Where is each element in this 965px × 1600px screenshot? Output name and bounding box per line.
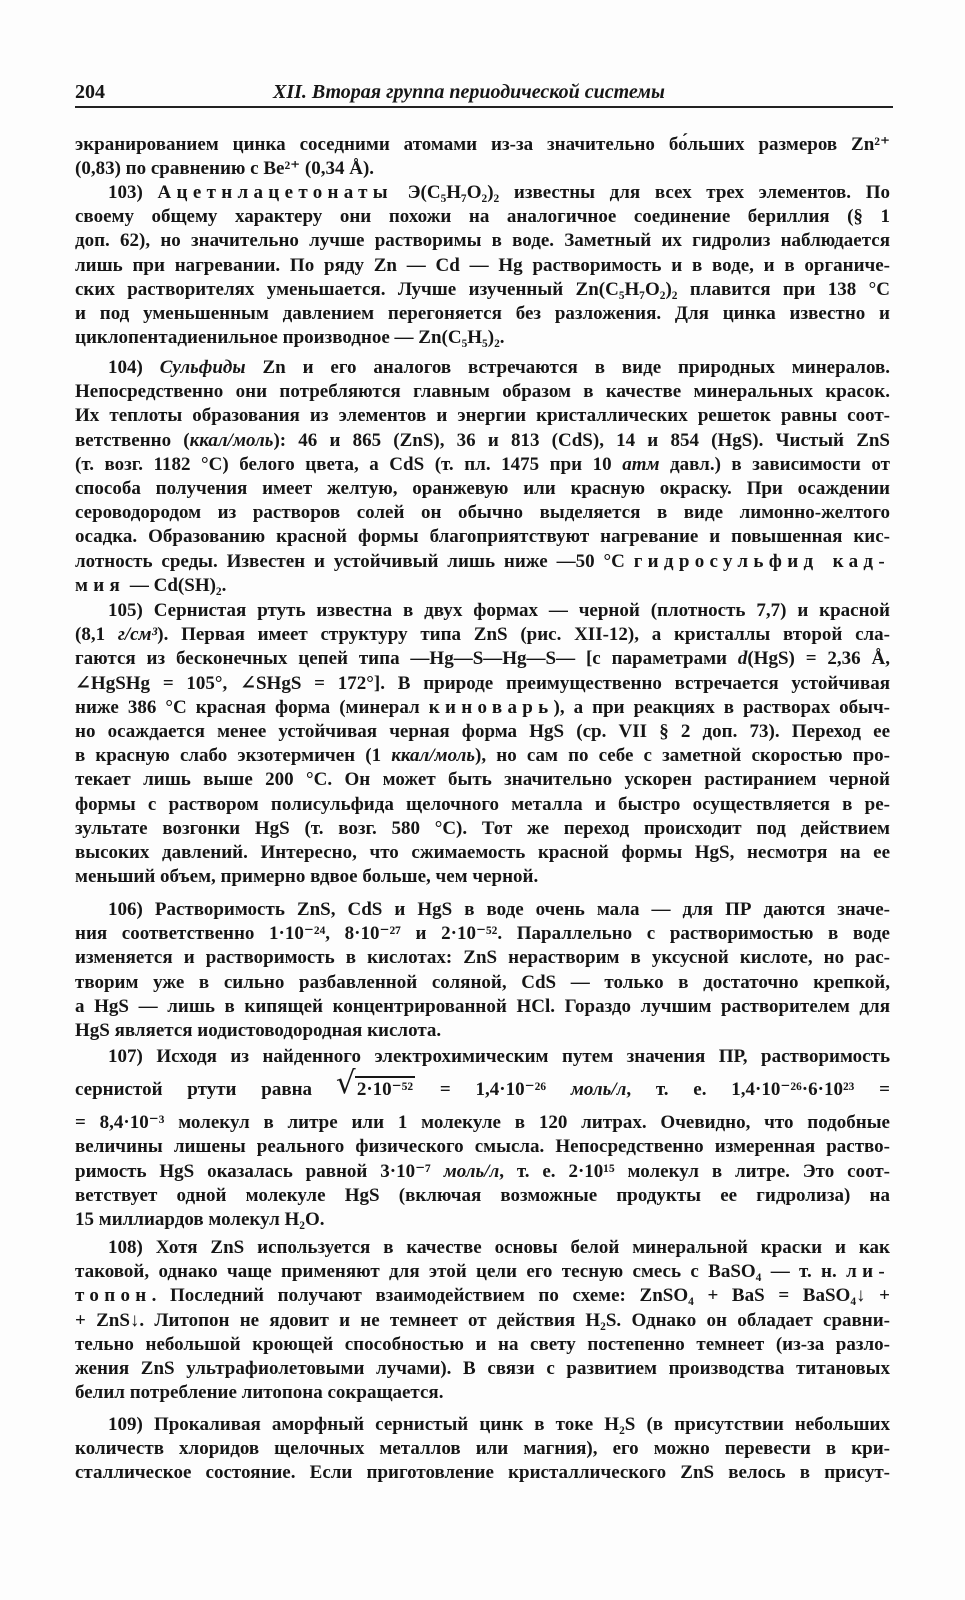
text-line: высоких давлений. Интересно, что сжимаемость красной формы HgS, несмотря на ее xyxy=(75,841,890,863)
paragraph xyxy=(75,1413,890,1486)
text-line xyxy=(75,1284,890,1308)
italic-text: атм xyxy=(622,453,660,475)
text-line xyxy=(75,1069,890,1111)
text-segment: в красную слабо экзотермичен (1 xyxy=(75,745,392,767)
text-segment: гаются из бесконечных цепей типа —Hg—S—Hg—S— [с параметрами xyxy=(75,648,738,670)
text-line xyxy=(75,623,890,647)
text-line: зультате возгонки HgS (т. возг. 580 °C). Тот же переход происходит под действием xyxy=(75,817,890,839)
text-line: способа получения имеет желтую, оранжевую или красную окраску. При осаждении xyxy=(75,477,890,499)
text-segment: сернистой ртути равна xyxy=(75,1079,337,1101)
text-line xyxy=(75,550,890,574)
text-line: сероводородом из растворов солей он обычно выделяется в виде лимонно-желтого xyxy=(75,502,890,524)
text-segment: лотность среды. Известен и устойчивый лишь ниже —50 °C xyxy=(75,550,634,572)
text-line: жения ZnS ультрафиолетовыми лучами). В связи с развитием производства титановых xyxy=(75,1357,890,1379)
text-segment: таковой, однако чаще применяют для этой цели его тесную смесь с BaSO₄ — т. н. xyxy=(75,1261,847,1283)
text-line xyxy=(75,181,890,205)
text-line xyxy=(75,696,890,720)
text-segment: (8,1 xyxy=(75,624,118,646)
text-segment: = 1,4·10⁻²⁶ xyxy=(415,1079,571,1101)
italic-text: Сульфиды xyxy=(159,357,246,378)
text-line: 105) Сернистая ртуть известна в двух формах — черной (плотность 7,7) и красной xyxy=(108,600,890,621)
text-segment: ветственно ( xyxy=(75,429,190,451)
text-line: Их теплоты образования из элементов и энергии кристаллических решеток равны соот- xyxy=(75,405,890,427)
text-line xyxy=(75,1160,890,1184)
text-line: а HgS — лишь в кипящей концентрированной HCl. Гораздо лучшим растворителем для xyxy=(75,995,890,1017)
text-line: творим уже в сильно разбавленной соляной, CdS — только в достаточно крепкой, xyxy=(75,971,890,993)
text-line: ния соответственно 1·10⁻²⁴, 8·10⁻²⁷ и 2·10⁻⁵². Параллельно с растворимостью в воде xyxy=(75,923,890,945)
text-line: лишь при нагревании. По ряду Zn — Cd — Hg растворимость и в воде, и в органиче- xyxy=(75,254,890,276)
text-segment: ), а при реакциях в растворах обыч- xyxy=(553,696,890,718)
text-segment: ), но сам по себе с заметной скоростью про- xyxy=(475,745,890,767)
text-segment: 103) xyxy=(108,182,158,203)
spaced-text: киноварь xyxy=(428,696,554,718)
paragraph xyxy=(75,356,890,598)
italic-text: ккал/моль xyxy=(189,429,274,451)
text-segment: , т. е. 2·10¹⁵ молекул в литре. Это соот- xyxy=(499,1160,890,1182)
text-line: но осаждается менее устойчивая черная форма HgS (ср. VII § 2 доп. 73). Переход ее xyxy=(75,720,890,742)
text-line: своему общему характеру они похожи на аналогичное соединение бериллия (§ 1 xyxy=(75,206,890,228)
text-line xyxy=(75,356,890,380)
text-segment: ). Первая имеет структуру типа ZnS (рис. XII-12), а кристаллы второй сла- xyxy=(157,624,891,646)
text-line: доп. 62), но значительно лучше растворимы в воде. Заметный их гидролиз наблюдается xyxy=(75,230,890,252)
text-line: тельно небольшой кроющей способностью и на свету постепенно темнеет (из-за разло- xyxy=(75,1333,890,1355)
text-line: = 8,4·10⁻³ молекул в литре или 1 молекуле в 120 литрах. Очевидно, что подобные xyxy=(75,1112,890,1134)
text-line: сталлическое состояние. Если приготовление кристаллического ZnS велось в присут- xyxy=(75,1462,890,1484)
text-line xyxy=(75,744,890,768)
text-segment: давл.) в зависимости от xyxy=(659,453,890,475)
italic-text: моль/л xyxy=(443,1160,500,1182)
text-segment: . Последний получают взаимодействием по схеме: ZnSO₄ + BaS = BaSO₄↓ + xyxy=(151,1285,890,1307)
text-segment: римость HgS оказалась равной 3·10⁻⁷ xyxy=(75,1160,444,1182)
text-segment: (HgS) = 2,36 Å, xyxy=(747,648,890,670)
text-line: и под уменьшенным давлением перегоняется без разложения. Для цинка известно и xyxy=(75,302,890,324)
italic-text: ккал/моль xyxy=(391,745,476,767)
paragraph xyxy=(75,599,890,889)
paragraph xyxy=(75,1236,890,1405)
text-line: 107) Исходя из найденного электрохимическим путем значения ПР, растворимость xyxy=(108,1046,890,1067)
text-segment: ниже 386 °C красная форма (минерал xyxy=(75,696,429,718)
running-title: XII. Вторая группа периодической системы xyxy=(273,81,665,103)
paragraph xyxy=(75,1045,890,1232)
page-number: 204 xyxy=(75,81,105,103)
text-line: величины лишены реального физического смысла. Непосредственно измеренная раство- xyxy=(75,1136,890,1158)
text-line: белил потребление литопона сокращается. xyxy=(75,1382,444,1404)
spaced-text: Ацетнлацетонаты xyxy=(157,182,393,203)
text-line: ∠HgSHg = 105°, ∠SHgS = 172°]. В природе преимущественно встречается устойчивая xyxy=(75,672,890,694)
spaced-text: ли- xyxy=(846,1261,890,1283)
spaced-text: гидросульфид кад- xyxy=(633,550,890,572)
text-line: изменяется и растворимость в кислотах: ZnS нерастворим в уксусной кислоте, но рас- xyxy=(75,947,890,969)
text-line: ских растворителях уменьшается. Лучше изученный Zn(C₅H₇O₂)₂ плавится при 138 °C xyxy=(75,278,890,300)
text-segment: (т. возг. 1182 °C) белого цвета, а CdS (т. пл. 1475 при 10 xyxy=(75,453,623,475)
text-segment: 104) xyxy=(108,357,160,378)
text-segment: , т. е. 1,4·10⁻²⁶·6·10²³ = xyxy=(626,1079,890,1101)
text-line: экранированием цинка соседними атомами из-за значительно бо́льших размеров Zn²⁺ xyxy=(75,134,890,155)
text-segment: Э(C₅H₇O₂)₂ известны для всех трех элементов. По xyxy=(392,182,890,203)
paragraph xyxy=(75,133,890,181)
text-segment: Zn и его аналогов встречаются в виде природных минералов. xyxy=(245,357,891,378)
header-rule xyxy=(75,106,893,108)
text-line xyxy=(75,453,890,477)
text-segment: — Cd(SH)₂. xyxy=(125,574,227,596)
text-line: + ZnS↓. Литопон не ядовит и не темнеет от действия H₂S. Однако он обладает сравни- xyxy=(75,1309,890,1331)
text-line: текает лишь выше 200 °C. Он может быть значительно ускорен растиранием черной xyxy=(75,769,890,791)
spaced-text: топон xyxy=(75,1285,152,1307)
spaced-text: мия xyxy=(75,574,126,596)
text-line: 106) Растворимость ZnS, CdS и HgS в воде очень мала — для ПР даются значе- xyxy=(108,899,890,920)
text-line: HgS является иодистоводородная кислота. xyxy=(75,1019,442,1041)
text-line: количеств хлоридов щелочных металлов или магния), его можно перевести в кри- xyxy=(75,1438,890,1460)
italic-text: d xyxy=(737,648,748,670)
text-line: 109) Прокаливая аморфный сернистый цинк в токе H₂S (в присутствии небольших xyxy=(108,1414,890,1435)
text-line: ветствует одной молекуле HgS (включая возможные продукты ее гидролиза) на xyxy=(75,1184,890,1206)
text-line xyxy=(75,647,890,671)
text-line: меньший объем, примерно вдвое больше, чем черной. xyxy=(75,866,539,888)
text-line xyxy=(75,574,890,598)
text-line xyxy=(75,1260,890,1284)
text-line: формы с раствором полисульфида щелочного металла и быстро осуществляется в ре- xyxy=(75,793,890,815)
italic-text: моль/л xyxy=(570,1079,627,1101)
text-line: 15 миллиардов молекул H₂O. xyxy=(75,1208,325,1230)
text-line xyxy=(75,429,890,453)
paragraph xyxy=(75,898,890,1043)
paragraph xyxy=(75,181,890,350)
square-root-expression: √ 2·10⁻⁵² xyxy=(355,1076,415,1102)
text-line: Непосредственно они потребляются главным образом в качестве минеральных красок. xyxy=(75,381,890,403)
italic-text: г/см³ xyxy=(117,624,158,646)
text-line: осадка. Образованию красной формы благоприятствуют нагревание и повышенная кис- xyxy=(75,526,890,548)
text-line: циклопентадиенильное производное — Zn(C₅H₅)₂. xyxy=(75,327,505,349)
text-segment: ): 46 и 865 (ZnS), 36 и 813 (CdS), 14 и 854 (HgS). Чистый ZnS xyxy=(273,429,890,451)
text-line: 108) Хотя ZnS используется в качестве основы белой минеральной краски и как xyxy=(108,1237,890,1258)
text-line: (0,83) по сравнению с Be²⁺ (0,34 Å). xyxy=(75,158,375,180)
